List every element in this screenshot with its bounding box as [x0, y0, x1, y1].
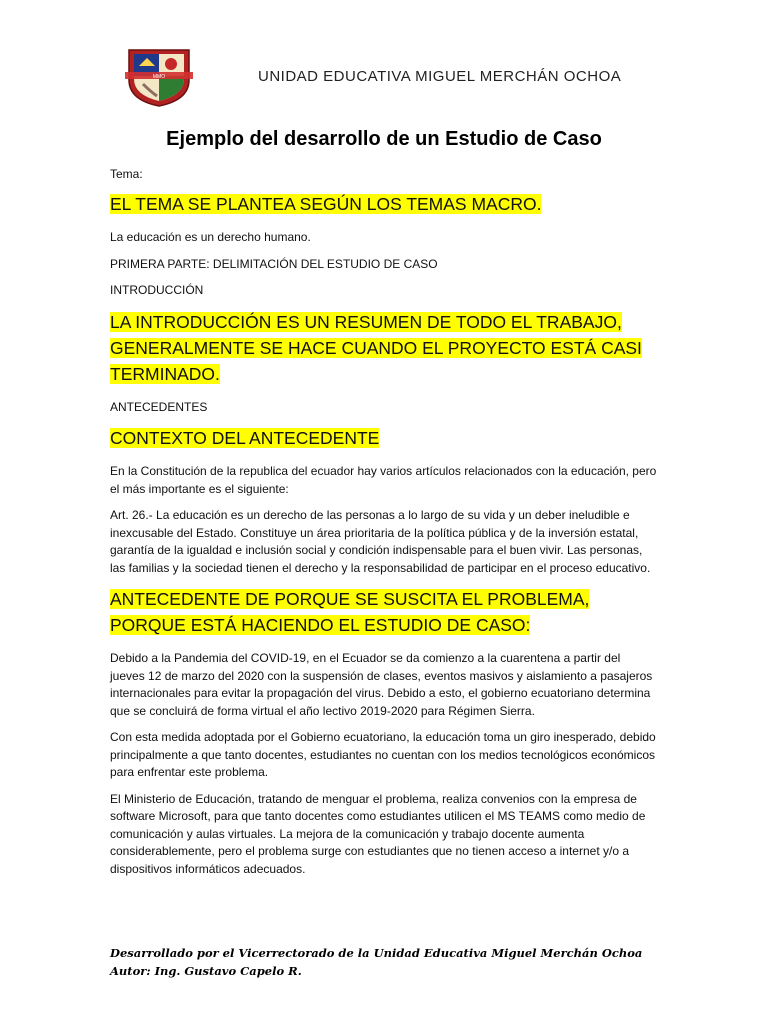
footer	[110, 944, 670, 980]
problem-highlight	[110, 586, 658, 638]
intro-label: INTRODUCCIÓN	[110, 283, 204, 297]
part-heading: PRIMERA PARTE: DELIMITACIÓN DEL ESTUDIO DE CASO	[110, 256, 438, 271]
school-name: UNIDAD EDUCATIVA MIGUEL MERCHÁN OCHOA	[258, 68, 622, 85]
footer-line-1: Desarrollado por el Vicerrectorado de la Unidad Educativa Miguel Merchán Ochoa	[110, 946, 643, 960]
paragraph-4: Con esta medida adoptada por el Gobierno ecuatoriano, la educación toma un giro inesperado, debido principalmente a que tanto docentes, estudiantes no cuentan con los medios tecnológicos económicos para enfrentar este problema.	[110, 730, 656, 779]
contexto-highlight-text: CONTEXTO DEL ANTECEDENTE	[110, 428, 380, 448]
contexto-highlight	[110, 425, 658, 451]
paragraph-2: Art. 26.- La educación es un derecho de las personas a lo largo de su vida y un deber ineludible e inexcusable del Estado. Constituye un área prioritaria de la política pública y de la inversión estatal, garantía de la igualdad e inclusión social y condición indispensable para el buen vivir. Las personas, las familias y la sociedad tienen el derecho y la responsabilidad de participar en el proceso educativo.	[110, 508, 651, 575]
footer-line-2: Autor: Ing. Gustavo Capelo R.	[110, 964, 302, 978]
document-title: Ejemplo del desarrollo de un Estudio de Caso	[166, 128, 602, 150]
school-crest-icon	[123, 46, 195, 108]
tema-highlight	[110, 191, 658, 217]
tema-label: Tema:	[110, 167, 143, 181]
intro-highlight	[110, 309, 658, 387]
tema-highlight-text: EL TEMA SE PLANTEA SEGÚN LOS TEMAS MACRO.	[110, 194, 542, 214]
antecedentes-label: ANTECEDENTES	[110, 399, 208, 414]
problem-highlight-text: ANTECEDENTE DE PORQUE SE SUSCITA EL PROBLEMA, PORQUE ESTÁ HACIENDO EL ESTUDIO DE CASO:	[110, 589, 590, 635]
svg-text:MMO: MMO	[152, 74, 166, 80]
paragraph-5: El Ministerio de Educación, tratando de menguar el problema, realiza convenios con la empresa de software Microsoft, para que tanto docentes como estudiantes utilicen el MS TEAMS como medio de comunicación y aulas virtuales. La mejora de la comunicación y trabajo docente aumenta considerablemente, pero el problema surge con estudiantes que no tienen acceso a internet y/o a dispositivos informáticos adecuados.	[110, 791, 646, 876]
intro-highlight-text: LA INTRODUCCIÓN ES UN RESUMEN DE TODO EL TRABAJO, GENERALMENTE SE HACE CUANDO EL PROYECTO ESTÁ CASI TERMINADO.	[110, 311, 642, 384]
paragraph-3: Debido a la Pandemia del COVID-19, en el Ecuador se da comienzo a la cuarentena a partir del jueves 12 de marzo del 2020 con la suspensión de clases, eventos masivos y aislamiento a pasajeros internacionales para evitar la propagación del virus. Debido a esto, el gobierno ecuatoriano determina que se concluirá de forma virtual el año lectivo 2019-2020 para Régimen Sierra.	[110, 651, 653, 718]
document-body	[110, 128, 658, 887]
tema-text: La educación es un derecho humano.	[110, 230, 311, 244]
paragraph-1: En la Constitución de la republica del ecuador hay varios artículos relacionados con la educación, pero el más importante es el siguiente:	[110, 464, 657, 496]
